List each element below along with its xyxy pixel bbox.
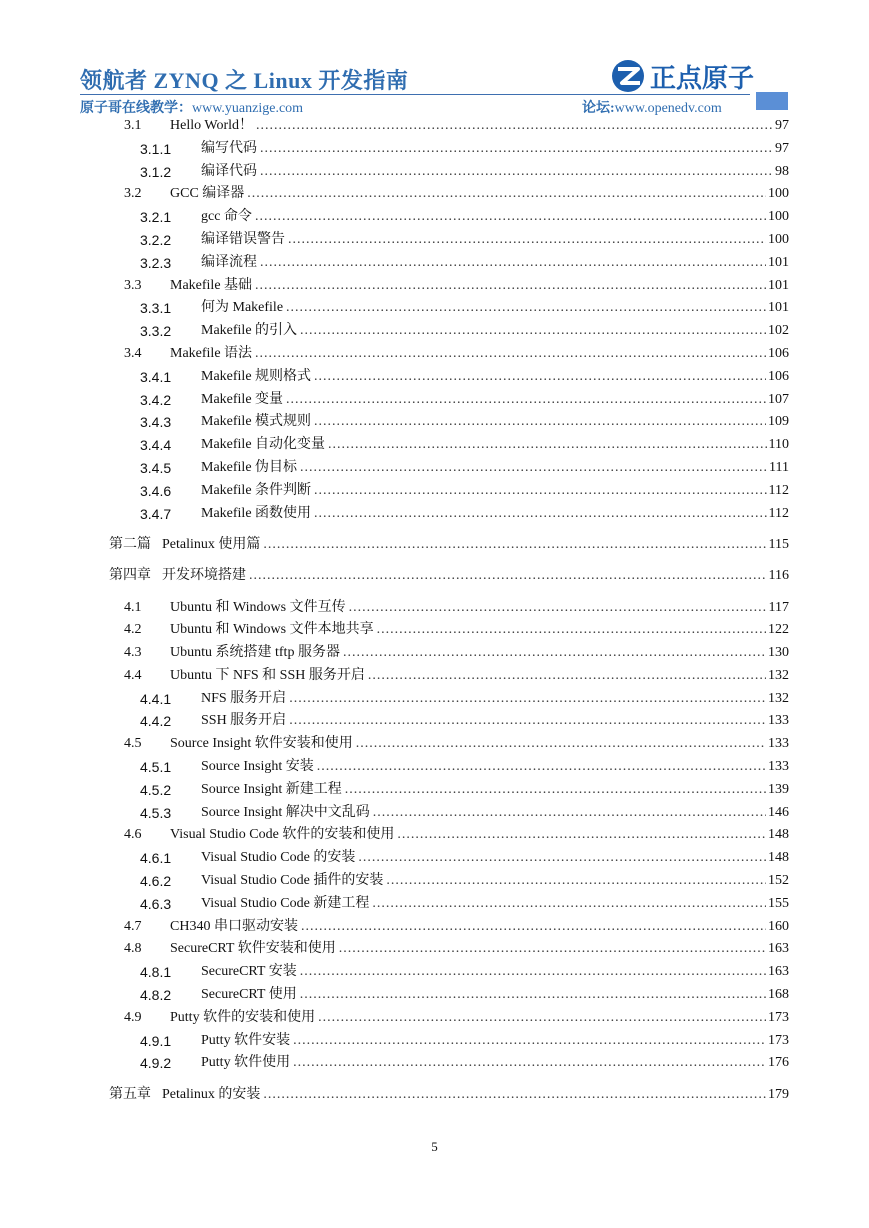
toc-entry-title: Ubuntu 和 Windows 文件本地共享 (170, 622, 374, 637)
toc-entry-number: 3.4.6 (140, 483, 172, 499)
toc-entry[interactable] (0, 252, 869, 274)
toc-leader-dots (314, 411, 766, 433)
toc-entry-number: 3.2.1 (140, 209, 172, 225)
toc-entry-number: 3.4.2 (140, 392, 172, 408)
toc-entry-title: gcc 命令 (201, 209, 252, 224)
toc-entry[interactable] (0, 503, 869, 525)
toc-entry[interactable] (0, 665, 869, 687)
toc-entry-title: Petalinux 使用篇 (162, 537, 261, 552)
toc-entry[interactable] (0, 824, 869, 846)
toc-entry-number: 4.5.3 (140, 805, 172, 821)
toc-entry-title: Makefile 规则格式 (201, 369, 312, 384)
toc-entry[interactable] (0, 229, 869, 251)
toc-entry-title: Makefile 函数使用 (201, 506, 312, 521)
forum-label: 论坛: (582, 101, 615, 116)
toc-entry-number: 3.4 (124, 346, 142, 361)
toc-entry-title: Visual Studio Code 软件的安装和使用 (170, 827, 395, 842)
toc-entry-page: 130 (768, 645, 789, 660)
toc-entry-title: Ubuntu 下 NFS 和 SSH 服务开启 (170, 668, 365, 683)
toc-entry-title-row (201, 206, 789, 228)
toc-entry[interactable] (0, 710, 869, 732)
toc-entry-number: 4.6.3 (140, 896, 172, 912)
toc-entry-title: Makefile 语法 (170, 346, 253, 361)
toc-leader-dots (286, 297, 766, 319)
toc-leader-dots (377, 619, 766, 641)
toc-leader-dots (263, 534, 766, 556)
toc-entry-number: 3.3 (124, 278, 142, 293)
toc-entry-title-row (201, 503, 789, 525)
toc-entry-title-row (201, 434, 789, 456)
toc-entry-title: NFS 服务开启 (201, 691, 287, 706)
toc-entry[interactable] (0, 597, 869, 619)
toc-entry-page: 132 (768, 668, 789, 683)
toc-entry-page: 97 (775, 118, 789, 133)
toc-entry[interactable] (0, 779, 869, 801)
toc-entry-title-row (201, 779, 789, 801)
toc-entry-number: 3.3.1 (140, 300, 172, 316)
toc-entry[interactable] (0, 893, 869, 915)
toc-entry-title: Makefile 基础 (170, 278, 253, 293)
document-title: 领航者 ZYNQ 之 Linux 开发指南 (80, 68, 409, 93)
toc-entry-page: 160 (768, 919, 789, 934)
toc-leader-dots (314, 503, 766, 525)
toc-entry-title: Makefile 模式规则 (201, 414, 312, 429)
toc-entry-title-row (201, 161, 789, 183)
toc-entry-number: 3.4.3 (140, 414, 172, 430)
toc-entry-page: 106 (768, 369, 789, 384)
toc-entry-page: 110 (768, 437, 789, 452)
toc-entry-title: Visual Studio Code 新建工程 (201, 896, 370, 911)
toc-entry-title-row (201, 457, 789, 479)
toc-entry-title-row (201, 870, 789, 892)
toc-entry-title: 编译流程 (201, 255, 257, 270)
toc-entry-page: 173 (768, 1010, 789, 1025)
toc-leader-dots (397, 824, 766, 846)
toc-entry-title-row (201, 229, 789, 251)
toc-entry-number: 4.6 (124, 827, 142, 842)
toc-entry-page: 168 (768, 987, 789, 1002)
toc-entry-title-row (201, 138, 789, 160)
toc-entry-number: 4.6.2 (140, 873, 172, 889)
toc-entry-title: Visual Studio Code 的安装 (201, 850, 356, 865)
toc-entry-page: 116 (768, 568, 789, 583)
toc-leader-dots (368, 665, 766, 687)
toc-entry-number: 第五章 (109, 1087, 151, 1102)
header-accent-block (756, 92, 788, 110)
toc-leader-dots (345, 779, 766, 801)
toc-entry-page: 148 (768, 850, 789, 865)
toc-entry-number: 4.9.1 (140, 1033, 172, 1049)
toc-entry-title-row (170, 1007, 789, 1029)
toc-entry-number: 3.1.1 (140, 141, 172, 157)
toc-entry-number: 4.7 (124, 919, 142, 934)
toc-entry-title: Putty 软件安装 (201, 1033, 291, 1048)
toc-entry-page: 132 (768, 691, 789, 706)
toc-entry-title-row (162, 534, 789, 556)
toc-entry-page: 133 (768, 736, 789, 751)
toc-entry-number: 3.4.7 (140, 506, 172, 522)
online-teaching-info (80, 97, 303, 117)
toc-entry-title-row (201, 756, 789, 778)
toc-entry-title-row (201, 847, 789, 869)
toc-leader-dots (386, 870, 766, 892)
toc-entry[interactable] (0, 1007, 869, 1029)
toc-entry-page: 102 (768, 323, 789, 338)
toc-entry[interactable] (0, 389, 869, 411)
toc-entry-title: 编译错误警告 (201, 232, 285, 247)
toc-leader-dots (263, 1084, 766, 1106)
toc-entry[interactable] (0, 847, 869, 869)
toc-entry-title-row (170, 619, 789, 641)
toc-entry[interactable] (0, 756, 869, 778)
toc-leader-dots (288, 229, 766, 251)
toc-entry-number: 4.8 (124, 941, 142, 956)
toc-entry-page: 173 (768, 1033, 789, 1048)
toc-entry-number: 4.9.2 (140, 1055, 172, 1071)
toc-entry-page: 139 (768, 782, 789, 797)
toc-entry-number: 4.5 (124, 736, 142, 751)
toc-entry-title-row (170, 275, 789, 297)
toc-entry[interactable] (0, 961, 869, 983)
toc-entry-title: SSH 服务开启 (201, 713, 287, 728)
toc-entry-title-row (170, 938, 789, 960)
forum-info (582, 97, 722, 117)
toc-leader-dots (260, 252, 766, 274)
toc-entry-title-row (201, 688, 789, 710)
toc-entry-number: 3.1 (124, 118, 142, 133)
toc-leader-dots (314, 480, 766, 502)
toc-entry-page: 112 (768, 483, 789, 498)
toc-leader-dots (300, 320, 766, 342)
toc-entry[interactable] (0, 534, 869, 556)
toc-entry-page: 133 (768, 759, 789, 774)
toc-entry-number: 4.8.1 (140, 964, 172, 980)
toc-entry-title-row (201, 961, 789, 983)
toc-entry-title-row (201, 320, 789, 342)
toc-leader-dots (339, 938, 766, 960)
toc-leader-dots (286, 389, 766, 411)
toc-entry-title: GCC 编译器 (170, 186, 245, 201)
toc-leader-dots (356, 733, 766, 755)
toc-entry[interactable] (0, 297, 869, 319)
toc-entry[interactable] (0, 275, 869, 297)
toc-leader-dots (358, 847, 766, 869)
toc-entry-title-row (201, 1030, 789, 1052)
toc-entry-title-row (170, 665, 789, 687)
toc-leader-dots (343, 642, 766, 664)
toc-entry[interactable] (0, 343, 869, 365)
toc-entry[interactable] (0, 733, 869, 755)
toc-entry[interactable] (0, 984, 869, 1006)
toc-entry-title-row (201, 1052, 789, 1074)
toc-entry-number: 3.4.4 (140, 437, 172, 453)
toc-entry[interactable] (0, 916, 869, 938)
brand-name: 正点原子 (650, 64, 755, 94)
toc-entry-page: 133 (768, 713, 789, 728)
toc-entry-number: 4.3 (124, 645, 142, 660)
toc-entry-number: 4.4.1 (140, 691, 172, 707)
toc-entry-number: 4.4.2 (140, 713, 172, 729)
toc-entry[interactable] (0, 619, 869, 641)
zhengdian-logo-icon (610, 56, 650, 96)
toc-entry-page: 106 (768, 346, 789, 361)
toc-entry[interactable] (0, 480, 869, 502)
toc-entry-page: 112 (768, 506, 789, 521)
toc-leader-dots (260, 161, 773, 183)
toc-entry[interactable] (0, 457, 869, 479)
toc-entry[interactable] (0, 320, 869, 342)
toc-entry-page: 148 (768, 827, 789, 842)
toc-leader-dots (318, 1007, 766, 1029)
toc-entry-title: Makefile 的引入 (201, 323, 298, 338)
toc-entry-page: 111 (769, 460, 789, 475)
toc-entry-title: Putty 软件使用 (201, 1055, 291, 1070)
toc-entry-page: 163 (768, 964, 789, 979)
toc-entry-page: 109 (768, 414, 789, 429)
toc-leader-dots (293, 1052, 766, 1074)
toc-entry-title: Source Insight 安装 (201, 759, 314, 774)
toc-entry-title-row (170, 642, 789, 664)
toc-entry[interactable] (0, 642, 869, 664)
toc-leader-dots (317, 756, 766, 778)
toc-entry-title-row (170, 916, 789, 938)
toc-entry-title-row (201, 297, 789, 319)
toc-entry-page: 163 (768, 941, 789, 956)
toc-entry-page: 179 (768, 1087, 789, 1102)
toc-entry-number: 4.5.2 (140, 782, 172, 798)
toc-entry-number: 4.2 (124, 622, 142, 637)
toc-entry-number: 第四章 (109, 568, 151, 583)
header-divider (80, 94, 750, 95)
toc-leader-dots (247, 183, 766, 205)
toc-entry-number: 4.6.1 (140, 850, 172, 866)
toc-entry-number: 3.3.2 (140, 323, 172, 339)
toc-entry-number: 4.4 (124, 668, 142, 683)
toc-entry-page: 115 (768, 537, 789, 552)
toc-leader-dots (328, 434, 766, 456)
toc-entry-number: 3.1.2 (140, 164, 172, 180)
toc-entry-title-row (162, 1084, 789, 1106)
toc-leader-dots (301, 916, 766, 938)
toc-entry-title-row (201, 984, 789, 1006)
toc-entry-title: Putty 软件的安装和使用 (170, 1010, 316, 1025)
toc-entry-title-row (170, 733, 789, 755)
toc-entry-number: 4.8.2 (140, 987, 172, 1003)
toc-entry-title-row (162, 565, 789, 587)
toc-entry-title: Visual Studio Code 插件的安装 (201, 873, 384, 888)
toc-entry[interactable] (0, 366, 869, 388)
toc-entry-page: 146 (768, 805, 789, 820)
toc-entry[interactable] (0, 411, 869, 433)
toc-entry-title: SecureCRT 使用 (201, 987, 297, 1002)
toc-leader-dots (256, 115, 773, 137)
toc-leader-dots (255, 206, 766, 228)
toc-entry-title: Ubuntu 和 Windows 文件互传 (170, 600, 346, 615)
toc-entry-page: 100 (768, 186, 789, 201)
toc-entry-page: 101 (768, 255, 789, 270)
toc-entry-title: SecureCRT 软件安装和使用 (170, 941, 336, 956)
toc-leader-dots (300, 457, 767, 479)
toc-entry-page: 152 (768, 873, 789, 888)
toc-entry-title: 何为 Makefile (201, 300, 284, 315)
toc-entry-page: 107 (768, 392, 789, 407)
toc-leader-dots (300, 961, 766, 983)
toc-entry-title-row (201, 366, 789, 388)
toc-entry[interactable] (0, 938, 869, 960)
toc-entry[interactable] (0, 1052, 869, 1074)
online-teaching-url[interactable]: www.yuanzige.com (192, 101, 304, 116)
toc-entry-number: 4.9 (124, 1010, 142, 1025)
toc-entry-title: Source Insight 新建工程 (201, 782, 342, 797)
toc-entry-title-row (201, 802, 789, 824)
toc-entry-title: Ubuntu 系统搭建 tftp 服务器 (170, 645, 340, 660)
toc-leader-dots (255, 343, 766, 365)
toc-entry-number: 4.5.1 (140, 759, 172, 775)
toc-entry[interactable] (0, 870, 869, 892)
toc-entry-title: 编写代码 (201, 141, 257, 156)
toc-entry[interactable] (0, 802, 869, 824)
toc-entry-title: CH340 串口驱动安装 (170, 919, 298, 934)
toc-entry-title-row (170, 597, 789, 619)
toc-entry-number: 3.4.1 (140, 369, 172, 385)
toc-entry-number: 3.2.3 (140, 255, 172, 271)
toc-leader-dots (255, 275, 766, 297)
toc-entry-title: Petalinux 的安装 (162, 1087, 261, 1102)
toc-entry[interactable] (0, 434, 869, 456)
toc-entry[interactable] (0, 115, 869, 137)
toc-entry-title-row (170, 824, 789, 846)
toc-entry-title: Source Insight 解决中文乱码 (201, 805, 370, 820)
toc-entry[interactable] (0, 565, 869, 587)
toc-leader-dots (289, 710, 766, 732)
toc-leader-dots (293, 1030, 766, 1052)
toc-entry-page: 176 (768, 1055, 789, 1070)
toc-leader-dots (289, 688, 766, 710)
toc-entry-title: Makefile 变量 (201, 392, 284, 407)
toc-entry-title-row (201, 480, 789, 502)
toc-entry-title: 开发环境搭建 (162, 568, 246, 583)
toc-entry-page: 100 (768, 209, 789, 224)
toc-entry-page: 155 (768, 896, 789, 911)
toc-entry-title-row (201, 252, 789, 274)
toc-entry-page: 122 (768, 622, 789, 637)
toc-entry-title: Makefile 自动化变量 (201, 437, 326, 452)
toc-entry[interactable] (0, 138, 869, 160)
toc-entry-page: 117 (768, 600, 789, 615)
toc-entry-page: 100 (768, 232, 789, 247)
toc-entry-title-row (170, 115, 789, 137)
toc-entry[interactable] (0, 183, 869, 205)
toc-leader-dots (249, 565, 767, 587)
toc-entry-page: 98 (775, 164, 789, 179)
toc-entry-title: Source Insight 软件安装和使用 (170, 736, 353, 751)
toc-entry-title: Makefile 伪目标 (201, 460, 298, 475)
toc-entry-title-row (170, 343, 789, 365)
toc-entry-title-row (170, 183, 789, 205)
toc-entry-number: 3.2.2 (140, 232, 172, 248)
toc-entry-title: Hello World！ (170, 118, 253, 133)
toc-entry[interactable] (0, 1030, 869, 1052)
toc-entry[interactable] (0, 206, 869, 228)
toc-entry-title-row (201, 893, 789, 915)
toc-entry-number: 3.4.5 (140, 460, 172, 476)
toc-leader-dots (372, 893, 766, 915)
toc-entry-number: 3.2 (124, 186, 142, 201)
toc-entry[interactable] (0, 688, 869, 710)
toc-entry-page: 97 (775, 141, 789, 156)
page-number: 5 (431, 1139, 438, 1154)
toc-entry-title: 编译代码 (201, 164, 257, 179)
toc-entry-title: Makefile 条件判断 (201, 483, 312, 498)
toc-entry-title-row (201, 710, 789, 732)
toc-entry[interactable] (0, 161, 869, 183)
toc-entry-title-row (201, 389, 789, 411)
toc-entry-title: SecureCRT 安装 (201, 964, 297, 979)
toc-leader-dots (300, 984, 766, 1006)
toc-leader-dots (349, 597, 767, 619)
online-teaching-label: 原子哥在线教学： (80, 101, 192, 116)
toc-leader-dots (314, 366, 766, 388)
toc-leader-dots (373, 802, 766, 824)
toc-entry-title-row (201, 411, 789, 433)
toc-entry-page: 101 (768, 278, 789, 293)
toc-leader-dots (260, 138, 773, 160)
toc-entry-number: 4.1 (124, 600, 142, 615)
toc-entry-number: 第二篇 (109, 537, 151, 552)
toc-entry[interactable] (0, 1084, 869, 1106)
toc-entry-page: 101 (768, 300, 789, 315)
forum-url[interactable]: www.openedv.com (614, 101, 722, 116)
